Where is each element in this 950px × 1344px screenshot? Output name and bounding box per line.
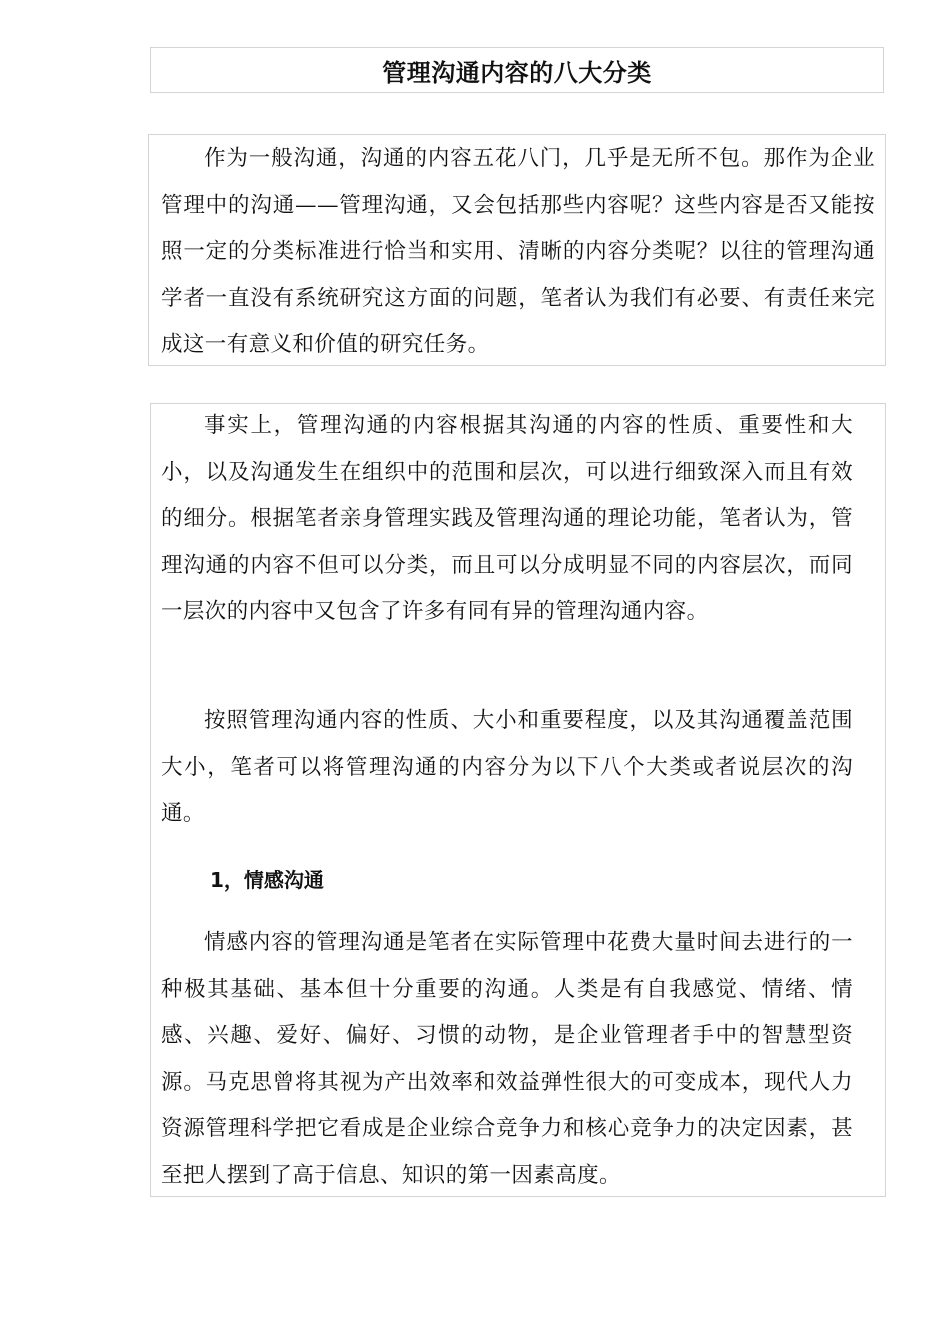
section-paragraph-3: 情感内容的管理沟通是笔者在实际管理中花费大量时间去进行的一种极其基础、基本但十分重要的沟通。人类是有自我感觉、情绪、情感、兴趣、爱好、偏好、习惯的动物，是企业管理者手中的智慧型资源。马克思曾将其视为产出效率和效益弹性很大的可变成本，现代人力资源管理科学把它看成是企业综合竞争力和核心竞争力的决定因素，甚至把人摆到了高于信息、知识的第一因素高度。 [161, 930, 853, 1188]
section-paragraph-1: 事实上，管理沟通的内容根据其沟通的内容的性质、重要性和大小，以及沟通发生在组织中的范围和层次，可以进行细致深入而且有效的细分。根据笔者亲身管理实践及管理沟通的理论功能，笔者认为，管理沟通的内容不但可以分类，而且可以分成明显不同的内容层次，而同一层次的内容中又包含了许多有同有异的管理沟通内容。 [161, 413, 853, 624]
document-title: 管理沟通内容的八大分类 [382, 58, 652, 87]
section-heading-emotional-communication: 1，情感沟通 [210, 868, 324, 892]
title-box [150, 47, 884, 93]
intro-paragraph: 作为一般沟通，沟通的内容五花八门，几乎是无所不包。那作为企业管理中的沟通——管理沟通，又会包括那些内容呢？这些内容是否又能按照一定的分类标准进行恰当和实用、清晰的内容分类呢？以往的管理沟通学者一直没有系统研究这方面的问题，笔者认为我们有必要、有责任来完成这一有意义和价值的研究任务。 [161, 146, 875, 357]
section-paragraph-2: 按照管理沟通内容的性质、大小和重要程度，以及其沟通覆盖范围大小，笔者可以将管理沟通的内容分为以下八个大类或者说层次的沟通。 [161, 708, 853, 826]
